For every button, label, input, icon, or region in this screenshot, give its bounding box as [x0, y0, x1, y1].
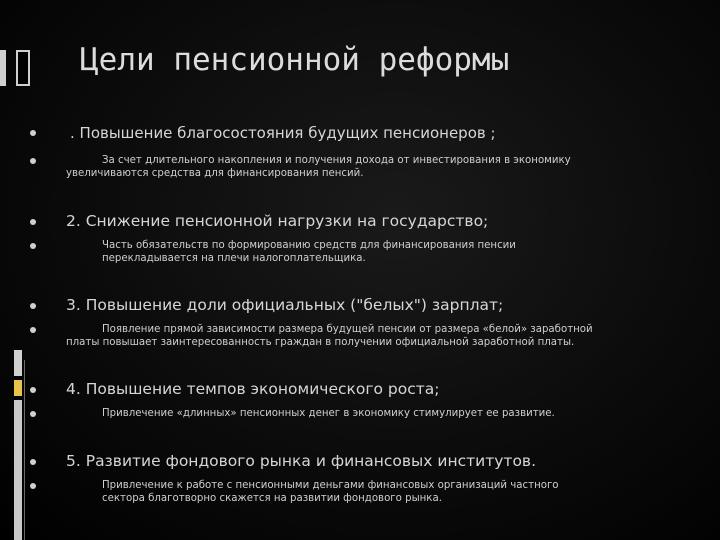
desc-line-1: Привлечение «длинных» пенсионных денег в экономику стимулирует ее развитие.	[102, 408, 555, 419]
item-description-5	[66, 479, 666, 505]
desc-line-2: перекладывается на плечи налогоплательщика.	[102, 253, 366, 264]
desc-line-2: сектора благотворно скажется на развитии фондового рынка.	[102, 493, 442, 504]
item-description-4	[66, 407, 666, 420]
bullet-dot	[30, 411, 36, 417]
bullet-dot	[30, 130, 36, 136]
bullet-dot	[30, 483, 36, 489]
bullet-dot	[30, 327, 36, 333]
desc-line-1: Часть обязательств по формированию средств для финансирования пенсии	[102, 240, 516, 251]
item-heading-5: 5. Развитие фондового рынка и финансовых институтов.	[66, 452, 536, 470]
item-heading-4: 4. Повышение темпов экономического роста;	[66, 380, 440, 398]
bullet-dot	[30, 219, 36, 225]
item-description-1	[66, 154, 666, 180]
desc-line-1: Появление прямой зависимости размера будущей пенсии от размера «белой» заработной	[102, 324, 593, 335]
decor-left-line	[24, 360, 25, 540]
bullet-dot	[30, 243, 36, 249]
item-description-2	[66, 239, 666, 265]
item-heading-1: . Повышение благосостояния будущих пенсионеров ;	[70, 124, 496, 142]
decor-left-block-inner	[18, 52, 28, 84]
decor-left-block-outer	[0, 50, 6, 86]
slide-title: Цели пенсионной реформы	[80, 42, 510, 78]
desc-line-1: Привлечение к работе с пенсионными деньгами финансовых организаций частного	[102, 480, 559, 491]
bullet-dot	[30, 303, 36, 309]
bullet-dot	[30, 158, 36, 164]
bullet-dot	[30, 459, 36, 465]
desc-line-1: За счет длительного накопления и получения дохода от инвестирования в экономику	[102, 155, 571, 166]
item-heading-2: 2. Снижение пенсионной нагрузки на государство;	[66, 212, 489, 230]
bullet-dot	[30, 387, 36, 393]
item-heading-3: 3. Повышение доли официальных ("белых") зарплат;	[66, 296, 504, 314]
desc-line-2: увеличиваются средства для финансирования пенсий.	[66, 168, 364, 179]
decor-left-bar	[14, 350, 22, 540]
item-description-3	[66, 323, 666, 349]
desc-line-2: платы повышает заинтересованность граждан в получении официальной заработной платы.	[66, 337, 575, 348]
